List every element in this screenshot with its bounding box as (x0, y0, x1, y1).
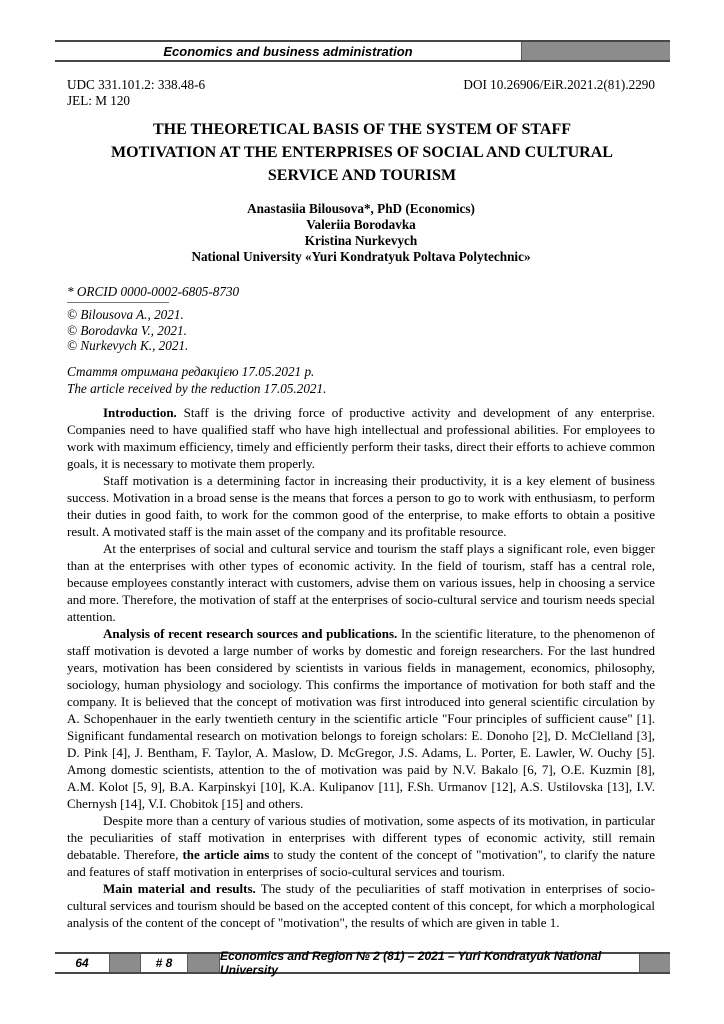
footer-band (55, 949, 670, 977)
paragraph-text: The study of the peculiarities of staff motivation in enterprises of socio-cultural services and tourism should be based on the accepted content of this concept, for which a morphological analysis of the content of the concept of "motivation", the results of which are given in table 1. (67, 881, 656, 930)
paragraph-text: At the enterprises of social and cultural service and tourism the staff plays a significant role, even bigger than at the enterprises with other types of economic activity. In the field of tourism, staff has a central role, because employees constantly interact with customers, advise them on various issues, help in choosing a service and more. Therefore, the motivation of staff at the enterprises of socio-cultural service and tourism needs special attention. (67, 541, 655, 624)
footer-gray-block-3 (640, 954, 670, 972)
paragraph (67, 812, 655, 880)
jel-code: JEL: M 120 (67, 93, 131, 108)
paragraph-text: to study the content of the concept of "motivation", to clarify the nature and features of staff motivation in enterprises of socio-cultural services and tourism. (67, 847, 655, 879)
section-title: Economics and business administration (163, 43, 413, 59)
paragraph-text: In the scientific literature, to the phenomenon of staff motivation is devoted a large number of works by domestic and foreign researchers. For the last hundred years, motivation has been considered by scientists in various fields in management, economics, philosophy, sociology, human physiology and sociology. This confirms the importance of motivation for both staff and the company. It is believed that the concept of motivation was first introduced into general scientific circulation by A. Schopenhauer in the early twentieth century in the scientific article "Four principles of sufficient cause" [1]. Significant fundamental research on motivation belongs to foreign scholars: E. Donoho [2], D. McClelland [3], D. Pink [4], J. Bentham, F. Taylor, A. Maslow, D. McGregor, J.S. Adams, L. Porter, E. Lawler, W. Ouchy [5]. Among domestic scientists, attention to the of motivation was paid by N.V. Bakalo [6, 7], O.E. Kuzmin [8], A.M. Kolot [5, 9], B.A. Karpinskyi [10], K.A. Kulipanov [11], F.Sh. Urmanov [12], A.S. Ustilovska [13], I.V. Chernysh [14], V.I. Chobitok [15] and others. (67, 626, 655, 811)
footer-gray-block-1 (110, 954, 141, 972)
received-date-en: The article received by the reduction 17.05.2021. (67, 380, 327, 396)
paragraph (67, 540, 655, 625)
udc-code: UDC 331.101.2: 338.48-6 (67, 77, 206, 92)
authors-affiliation: National University «Yuri Kondratyuk Poltava Polytechnic» (191, 249, 531, 264)
author-name-2: Valeriia Borodavka (306, 217, 416, 232)
author-name-3: Kristina Nurkevych (304, 233, 418, 248)
paragraph-lead-bold: Main material and results. (103, 881, 256, 896)
paragraph-text: Staff motivation is a determining factor in increasing their productivity, it is a key element of business success. Motivation in a broad sense is the means that forces a person to go to work with enthusiasm, to perform their duties in good faith, to work for the common good of the enterprise, to make efforts to obtain a positive result. A motivated staff is the main asset of the company and its profitable resource. (67, 473, 655, 539)
footer-issue-box (141, 954, 188, 972)
article-title-line-2: MOTIVATION AT THE ENTERPRISES OF SOCIAL AND CULTURAL (111, 143, 613, 161)
paragraph-text: Despite more than a century of various studies of motivation, some aspects of its motivation, in particular the peculiarities of staff motivation in enterprises with different types of economic activity, still remain debatable. Therefore, (67, 813, 655, 862)
orcid-note: * ORCID 0000-0002-6805-8730 (67, 284, 240, 299)
footer-gray-block-2 (188, 954, 220, 972)
paragraph-lead-bold: Introduction. (103, 405, 177, 420)
received-date-uk: Стаття отримана редакцією 17.05.2021 р. (67, 364, 315, 379)
paragraph-lead-bold: the article aims (182, 847, 270, 862)
copyright-line: © Nurkevych K., 2021. (67, 338, 189, 354)
article-title (44, 119, 680, 187)
footer-page-number-box (55, 954, 110, 972)
footer-journal-box (220, 949, 640, 977)
copyright-line: © Borodavka V., 2021. (67, 322, 187, 338)
paragraph-lead-bold: Analysis of recent research sources and publications. (103, 626, 398, 641)
author-name-1: Anastasiia Bilousova*, PhD (Economics) (247, 201, 475, 216)
paragraph (67, 880, 655, 931)
copyright-line: © Bilousova A., 2021. (67, 307, 184, 322)
paragraph (67, 472, 655, 540)
id-line (67, 77, 655, 109)
article-title-line-3: SERVICE AND TOURISM (267, 166, 457, 184)
paragraph (67, 404, 655, 472)
header-band (55, 40, 670, 62)
paragraph-text: Staff is the driving force of productive activity and development of any enterprise. Companies need to have qualified staff who have high intellectual and professional abilities. For employees to work with maximum efficiency, timely and efficiently perform their tasks, direct their efforts to achieve common goals, it is necessary to motivate them properly. (67, 405, 655, 471)
udc-jel-block (67, 77, 205, 109)
article-title-line-1: THE THEORETICAL BASIS OF THE SYSTEM OF STAFF (152, 121, 572, 138)
authors-block (67, 201, 655, 265)
page-number: 64 (75, 956, 89, 970)
journal-title: Economics and Region № 2 (81) – 2021 – Yuri Kondratyuk National University (220, 949, 602, 977)
header-gray-block (522, 42, 670, 60)
issue-number: # 8 (155, 956, 173, 970)
article-body (67, 404, 655, 931)
doi-code: DOI 10.26906/EiR.2021.2(81).2290 (463, 77, 655, 92)
separator-line (67, 302, 169, 303)
received-block (67, 364, 326, 397)
paragraph (67, 625, 655, 812)
copyright-block (67, 307, 188, 354)
header-section-box (55, 42, 522, 60)
